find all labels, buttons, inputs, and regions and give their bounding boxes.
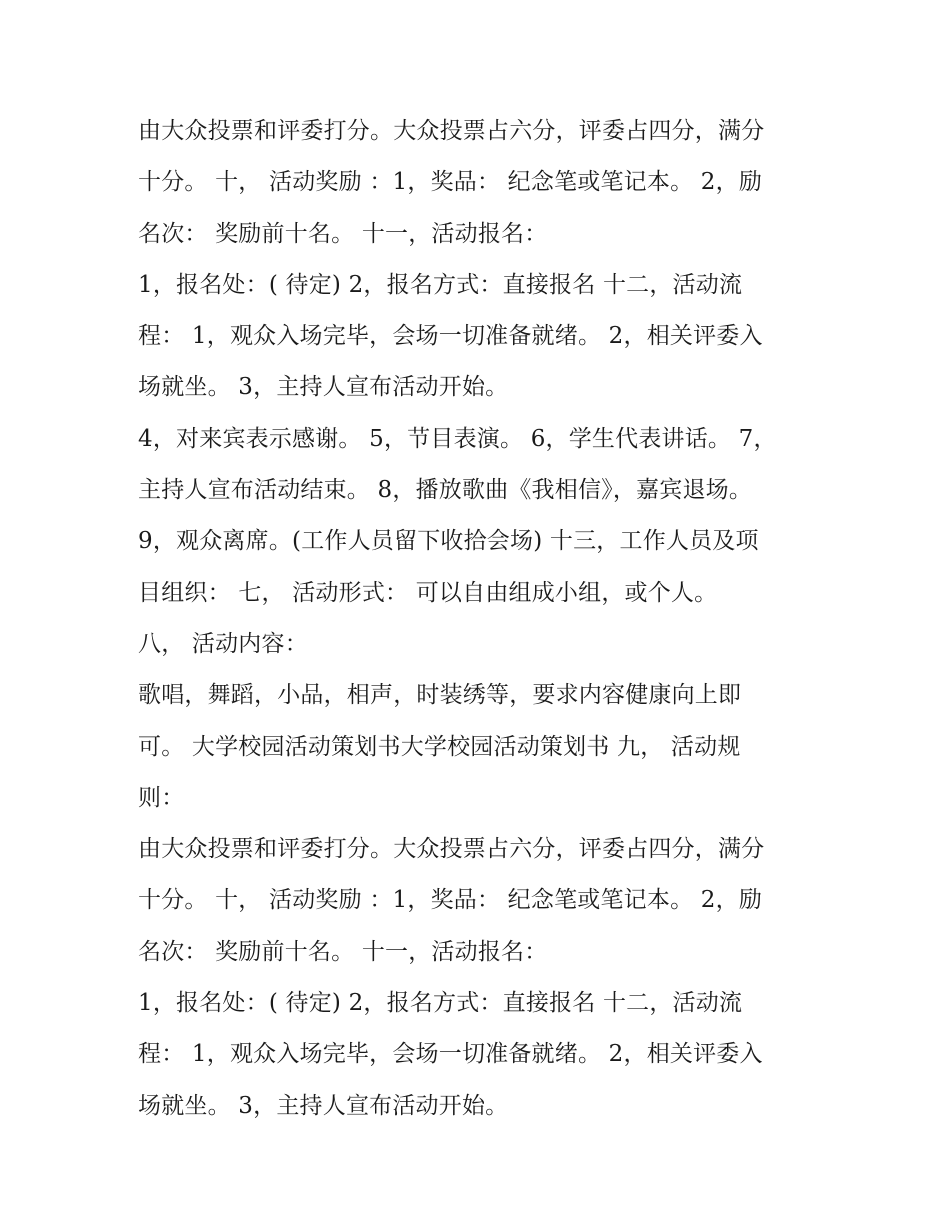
text-line: 9，观众离席。(工作人员留下收拾会场) 十三，工作人员及项 [138,528,759,555]
text-line: 名次： 奖励前十名。 十一，活动报名： [138,220,548,247]
text-line: 十分。 十， 活动奖励 ：1，奖品： 纪念笔或笔记本。 2，励 [138,169,763,196]
text-line: 由大众投票和评委打分。大众投票占六分，评委占四分，满分 [138,836,765,863]
text-line: 4，对来宾表示感谢。 5，节目表演。 6，学生代表讲话。 7， [138,425,777,452]
text-line: 目组织： 七， 活动形式： 可以自由组成小组，或个人。 [138,579,718,606]
document-body [138,106,828,1132]
text-line: 主持人宣布活动结束。 8，播放歌曲《我相信》，嘉宾退场。 [138,477,753,504]
text-line: 场就坐。 3，主持人宣布活动开始。 [138,374,509,401]
text-line: 程： 1，观众入场完毕，会场一切准备就绪。 2，相关评委入 [138,1041,763,1068]
text-line: 1，报名处：( 待定) 2，报名方式：直接报名 十二，活动流 [138,990,743,1017]
text-line: 歌唱，舞蹈，小品，相声，时装绣等，要求内容健康向上即 [138,682,742,709]
text-line: 八， 活动内容： [138,630,308,657]
text-line: 则： [138,784,185,811]
text-line: 由大众投票和评委打分。大众投票占六分，评委占四分，满分 [138,118,765,144]
text-line: 名次： 奖励前十名。 十一，活动报名： [138,938,548,965]
text-line: 场就坐。 3，主持人宣布活动开始。 [138,1092,509,1119]
text-line: 1，报名处：( 待定) 2，报名方式：直接报名 十二，活动流 [138,271,743,298]
text-line: 十分。 十， 活动奖励 ：1，奖品： 纪念笔或笔记本。 2，励 [138,887,763,914]
text-line: 程： 1，观众入场完毕，会场一切准备就绪。 2，相关评委入 [138,323,763,350]
text-line: 可。 大学校园活动策划书大学校园活动策划书 九， 活动规 [138,733,741,760]
